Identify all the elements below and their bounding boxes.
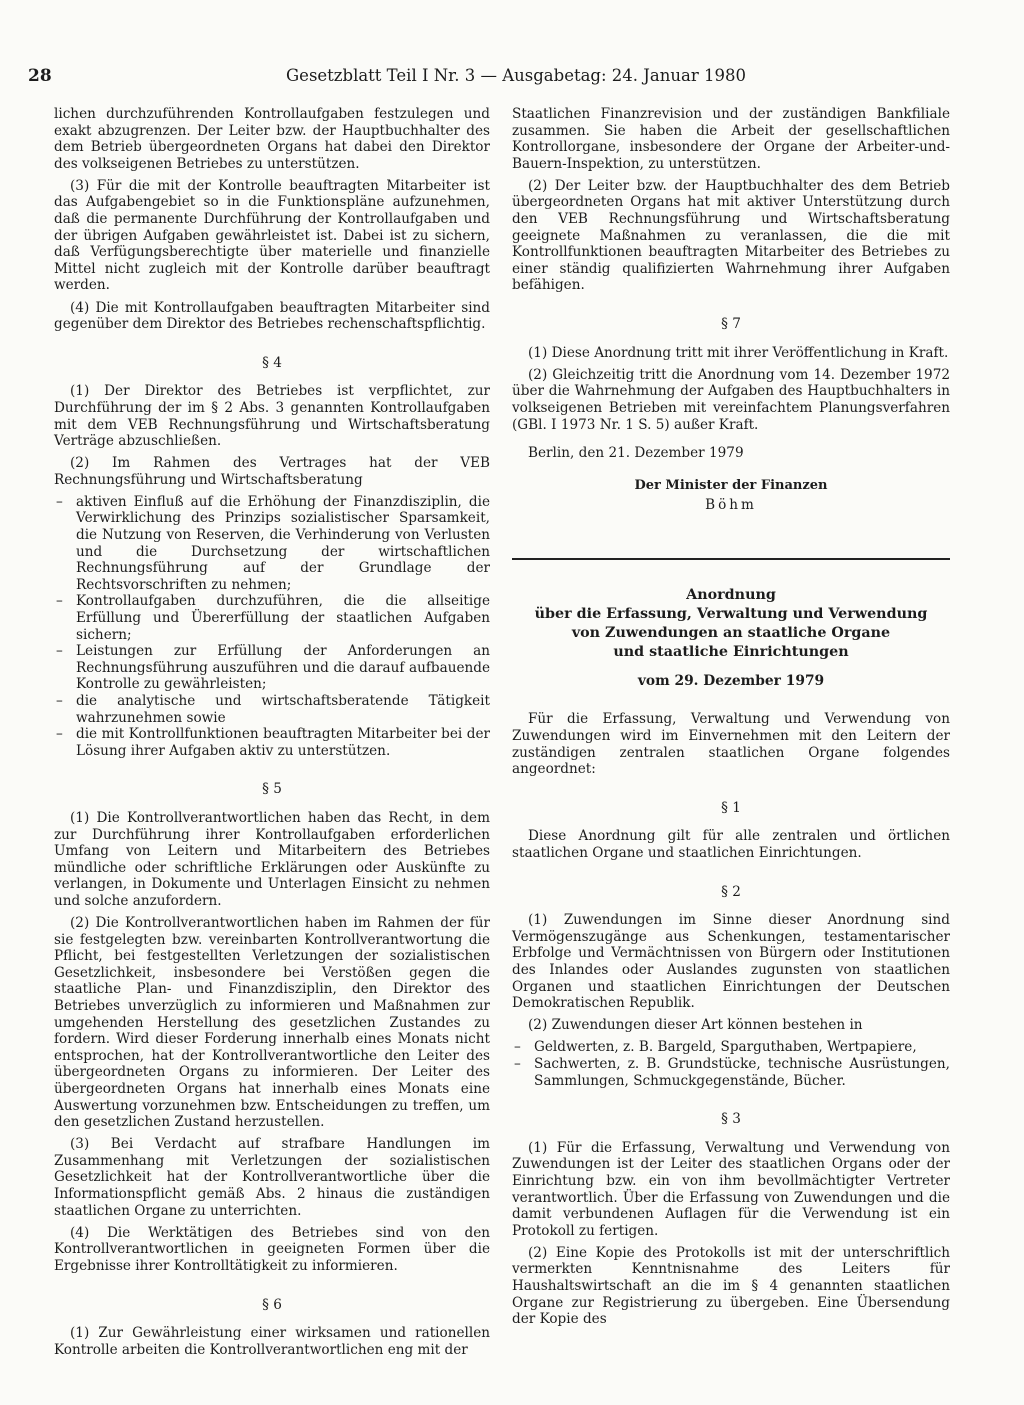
- title-line: und staatliche Einrichtungen: [613, 643, 849, 660]
- section-heading: § 4: [262, 354, 282, 371]
- list-item: – Geldwerten, z. B. Bargeld, Sparguthaben, Wertpapiere,: [512, 1039, 950, 1056]
- paragraph: (2) Eine Kopie des Protokolls ist mit der unterschriftlich vermerkten Kenntnisnahme des Leiters für Haushaltswirtschaft an die im § 4 genannten staatlichen Organe zur Registrierung zu übergeben. Eine Übersendung der Kopie des: [512, 1244, 950, 1328]
- paragraph: (1) Diese Anordnung tritt mit ihrer Veröffentlichung in Kraft.: [528, 344, 949, 361]
- paragraph: Für die Erfassung, Verwaltung und Verwendung von Zuwendungen wird im Einvernehmen mit den Leitern der zuständigen zentralen staatlichen Organe folgendes angeordnet:: [512, 711, 950, 778]
- paragraph: (2) Im Rahmen des Vertrages hat der VEB Rechnungsführung und Wirtschaftsberatung: [54, 455, 490, 488]
- section-divider: [512, 558, 950, 560]
- paragraph: (4) Die mit Kontrollaufgaben beauftragten Mitarbeiter sind gegenüber dem Direktor des Betriebes rechenschaftspflichtig.: [54, 299, 490, 333]
- title-line: über die Erfassung, Verwaltung und Verwendung: [534, 605, 928, 622]
- section-heading: § 2: [721, 883, 741, 900]
- paragraph: (1) Der Direktor des Betriebes ist verpflichtet, zur Durchführung der im § 2 Abs. 3 genannten Kontrollaufgaben mit dem VEB Rechnungsführung und Wirtschaftsberatung Verträge abzuschließen.: [54, 383, 490, 450]
- list-item: – die mit Kontrollfunktionen beauftragten Mitarbeiter bei der Lösung ihrer Aufgaben aktiv zu unterstützen.: [54, 726, 490, 759]
- paragraph: Staatlichen Finanzrevision und der zuständigen Bankfiliale zusammen. Sie haben die Arbeit der gesellschaftlichen Kontrollorgane, insbesondere der Organe der Arbeiter-und-Bauern-Inspektion, zu unterstützen.: [512, 106, 950, 172]
- list-item: – Kontrollaufgaben durchzuführen, die die allseitige Erfüllung und Übererfüllung der staatlichen Aufgaben sichern;: [54, 593, 490, 643]
- paragraph: (2) Der Leiter bzw. der Hauptbuchhalter des dem Betrieb übergeordneten Organs hat mit aktiver Unterstützung durch den VEB Rechnungsführung und Wirtschaftsberatung geeignete Maßnahmen zu veranlassen, die die mit Kontrollfunktionen beauftragten Mitarbeiter des Betriebes zu einer ständig qualifizierten Wahrnehmung ihrer Aufgaben befähigen.: [512, 177, 950, 294]
- dash-list: [512, 1039, 950, 1089]
- paragraph: (1) Für die Erfassung, Verwaltung und Verwendung von Zuwendungen ist der Leiter des staatlichen Organs oder der Einrichtung bzw. ein von ihm bevollmächtigter Vertreter verantwortlich. Über die Erfassung von Zuwendungen und die damit verbundenen Auflagen für die Verwendung ist ein Protokoll zu fertigen.: [512, 1139, 950, 1239]
- paragraph: (4) Die Werktätigen des Betriebes sind von den Kontrollverantwortlichen in geeigneten Formen über die Ergebnisse ihrer Kontrolltätigkeit zu informieren.: [54, 1224, 490, 1274]
- page-header: [28, 66, 994, 92]
- signature-title: Der Minister der Finanzen: [634, 477, 828, 493]
- ordinance-title: [512, 586, 950, 662]
- section-heading: § 3: [721, 1111, 741, 1128]
- section-heading: § 6: [262, 1296, 282, 1313]
- paragraph: lichen durchzuführenden Kontrollaufgaben festzulegen und exakt abzugrenzen. Der Leiter bzw. der Hauptbuchhalter des dem Betrieb übergeordneten Organs hat dabei den Direktor des volkseigenen Betriebes zu unterstützen.: [54, 106, 490, 172]
- paragraph: (2) Gleichzeitig tritt die Anordnung vom 14. Dezember 1972 über die Wahrnehmung der Aufgaben des Hauptbuchhalters in volkseigenen Betrieben mit vereinfachtem Planungsverfahren (GBl. I 1973 Nr. 1 S. 5) außer Kraft.: [512, 366, 950, 433]
- section-heading: § 7: [721, 316, 741, 333]
- place-date: Berlin, den 21. Dezember 1979: [528, 445, 744, 462]
- title-line: Anordnung: [686, 586, 776, 603]
- section-heading: § 5: [262, 781, 282, 798]
- section-heading: § 1: [721, 799, 741, 816]
- header-title: Gesetzblatt Teil I Nr. 3 — Ausgabetag: 24. Januar 1980: [286, 66, 746, 85]
- paragraph: (1) Zuwendungen im Sinne dieser Anordnung sind Vermögenszugänge aus Schenkungen, testamentarischer Erbfolge und Vermächtnissen von Bürgern oder Institutionen des Inlandes oder Auslandes zugunsten von staatlichen Organen und staatlichen Einrichtungen der Deutschen Demokratischen Republik.: [512, 912, 950, 1012]
- list-item: – die analytische und wirtschaftsberatende Tätigkeit wahrzunehmen sowie: [54, 693, 490, 726]
- list-item: – aktiven Einfluß auf die Erhöhung der Finanzdisziplin, die Verwirklichung des Prinzips sozialistischer Sparsamkeit, die Nutzung von Reserven, die Verhinderung von Verlusten und die Durchsetzung der wirtschaftlichen Rechnungsführung auf der Grundlage der Rechtsvorschriften zu nehmen;: [54, 494, 490, 594]
- paragraph: (3) Für die mit der Kontrolle beauftragten Mitarbeiter ist das Aufgabengebiet so in die Funktionspläne aufzunehmen, daß die permanente Durchführung der Kontrollaufgaben und der übrigen Aufgaben gewährleistet ist. Dabei ist zu sichern, daß Verfügungsberechtigte über materielle und finanzielle Mittel nicht zugleich mit der Kontrolle darüber beauftragt werden.: [54, 177, 490, 294]
- right-column: [512, 106, 950, 1333]
- paragraph: (1) Die Kontrollverantwortlichen haben das Recht, in dem zur Durchführung ihrer Kontrollaufgaben erforderlichen Umfang von Leitern und Mitarbeitern des Betriebes mündliche oder schriftliche Erklärungen oder Auskünfte zu verlangen, in Dokumente und Unterlagen Einsicht zu nehmen und solche anzufordern.: [54, 809, 490, 909]
- title-line: von Zuwendungen an staatliche Organe: [571, 624, 891, 641]
- page-number: 28: [28, 66, 52, 86]
- paragraph: (1) Zur Gewährleistung einer wirksamen und rationellen Kontrolle arbeiten die Kontrollverantwortlichen eng mit der: [54, 1325, 490, 1358]
- paragraph: Diese Anordnung gilt für alle zentralen und örtlichen staatlichen Organe und staatlichen Einrichtungen.: [512, 828, 950, 862]
- dash-list: [54, 494, 490, 760]
- paragraph: (2) Zuwendungen dieser Art können bestehen in: [528, 1017, 863, 1034]
- signature-name: Böhm: [705, 497, 757, 514]
- list-item: – Leistungen zur Erfüllung der Anforderungen an Rechnungsführung auszuführen und die darauf aufbauende Kontrolle zu gewährleisten;: [54, 643, 490, 693]
- ordinance-date: vom 29. Dezember 1979: [637, 672, 825, 689]
- paragraph: (2) Die Kontrollverantwortlichen haben im Rahmen der für sie festgelegten bzw. vereinbarten Kontrollverantwortung die Pflicht, bei festgestellten Verletzungen der sozialistischen Gesetzlichkeit, insbesondere bei Verstößen gegen die staatliche Plan- und Finanzdisziplin, den Direktor des Betriebes unverzüglich zu informieren und Maßnahmen zur umgehenden Herstellung des gesetzlichen Zustandes zu fordern. Wird dieser Forderung innerhalb eines Monats nicht entsprochen, hat der Kontrollverantwortliche den Leiter des übergeordneten Organs zu informieren. Der Leiter des übergeordneten Organs hat innerhalb eines Monats eine Auswertung vorzunehmen bzw. Entscheidungen zu treffen, um den gesetzlichen Zustand herzustellen.: [54, 915, 490, 1131]
- list-item: – Sachwerten, z. B. Grundstücke, technische Ausrüstungen, Sammlungen, Schmuckgegenstände, Bücher.: [512, 1056, 950, 1089]
- left-column: [54, 106, 490, 1364]
- paragraph: (3) Bei Verdacht auf strafbare Handlungen im Zusammenhang mit Verletzungen der sozialistischen Gesetzlichkeit hat der Kontrollverantwortliche über die Informationspflicht gemäß Abs. 2 hinaus die zuständigen staatlichen Organe zu unterrichten.: [54, 1136, 490, 1219]
